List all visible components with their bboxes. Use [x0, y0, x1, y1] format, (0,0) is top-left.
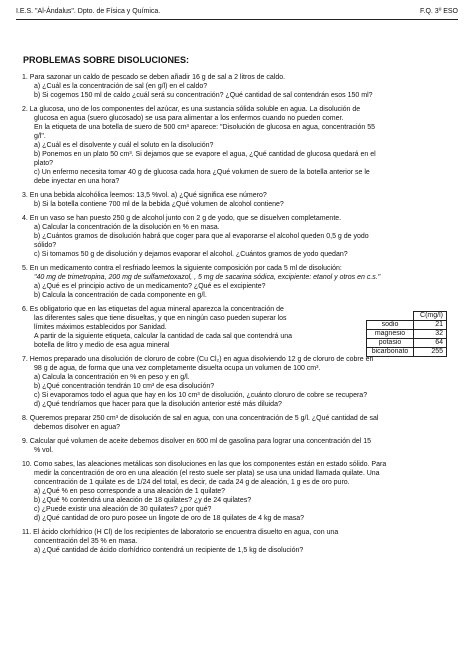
problem-4 — [22, 214, 460, 259]
problem-text — [22, 437, 460, 455]
problem-line: a) ¿Qué cantidad de ácido clorhídrico contendrá un recipiente de 1,5 kg de disolución? — [34, 547, 304, 554]
page-header — [16, 8, 458, 15]
problem-line: g/l". — [34, 133, 46, 140]
salt-value: 32 — [414, 330, 447, 339]
problem-line: c) ¿Puede existir una aleación de 30 quilates? ¿por qué? — [34, 506, 212, 513]
problem-line: plato? — [34, 160, 54, 167]
problem-line: medir la concentración de oro en una aleación (el resto suele ser plata) se usa una unidad llamada quilate. Una — [34, 470, 380, 477]
problem-line: c) Si evaporamos todo el agua que hay en los 10 cm³ de disolución, ¿cuánto cloruro de cobre se recupera? — [34, 392, 368, 399]
problem-line: 4. En un vaso se han puesto 250 g de alcohol junto con 2 g de yodo, que se disuelven completamente. — [22, 215, 342, 222]
problem-text — [22, 214, 460, 259]
problem-line: % vol. — [34, 447, 54, 454]
header-rule — [16, 19, 458, 20]
salt-value: 255 — [414, 348, 447, 357]
header-course: F.Q. 3º ESO — [420, 8, 458, 15]
problem-9 — [22, 437, 460, 455]
problem-line: a) Calcular la concentración de la disolución en % en masa. — [34, 224, 220, 231]
problem-line: b) Ponemos en un plato 50 cm³. Si dejamos que se evapore el agua, ¿Qué cantidad de glucosa quedará en el — [34, 151, 376, 158]
problem-line: En la etiqueta de una botella de suero de 500 cm³ aparece: "Disolución de glucosa en agua, concentración 55 — [34, 124, 376, 131]
problem-line: 2. La glucosa, uno de los componentes del azúcar, es una sustancia sólida soluble en agua. La disolución de — [22, 106, 361, 113]
problem-line: 9. Calcular qué volumen de aceite debemos disolver en 600 ml de gasolina para lograr una concentración del 15 — [22, 438, 372, 445]
problem-text — [22, 305, 344, 350]
problem-5 — [22, 264, 460, 300]
problem-7 — [22, 355, 460, 409]
page-title: PROBLEMAS SOBRE DISOLUCIONES: — [23, 55, 190, 65]
problem-line: d) ¿Qué tendríamos que hacer para que la disolución anterior esté más diluida? — [34, 401, 282, 408]
problem-line: límites máximos establecidos por Sanidad. — [34, 324, 167, 331]
problem-line: 5. En un medicamento contra el resfriado leemos la siguiente composición por cada 5 ml de disolución: — [22, 265, 342, 272]
problem-line: a) ¿Cuál es la concentración de sal (en g/l) en el caldo? — [34, 83, 208, 90]
problem-3 — [22, 191, 460, 209]
header-school: I.E.S. "Al-Ándalus". Dpto. de Física y Química. — [16, 8, 161, 15]
problem-line: 10. Como sabes, las aleaciones metálicas son disoluciones en las que los componentes están en estado sólido. Para — [22, 461, 387, 468]
problem-line: b) ¿Qué % contendrá una aleación de 18 quilates? ¿y de 24 quilates? — [34, 497, 252, 504]
salt-name: sodio — [367, 321, 414, 330]
problem-text — [22, 355, 460, 409]
salt-name: magnesio — [367, 330, 414, 339]
problem-text — [22, 414, 460, 432]
problem-line: 3. En una bebida alcohólica leemos: 13,5 %vol. a) ¿Qué significa ese número? — [22, 192, 267, 199]
problem-line: b) Si cogemos 150 ml de caldo ¿cuál será su concentración? ¿Qué cantidad de sal contendrán esos 150 ml? — [34, 92, 373, 99]
problem-8 — [22, 414, 460, 432]
problem-line: 98 g de agua, de forma que una vez completamente disuelta ocupa un volumen de 100 cm³. — [34, 365, 321, 372]
problem-line: concentración del 35 % en masa. — [34, 538, 138, 545]
problem-line: c) Si tomamos 50 g de disolución y dejamos evaporar el alcohol. ¿Cuántos gramos de yodo quedan? — [34, 251, 348, 258]
table-row — [367, 321, 447, 330]
problem-line: debe inyectar en una hora? — [34, 178, 120, 185]
problem-line: 1. Para sazonar un caldo de pescado se deben añadir 16 g de sal a 2 litros de caldo. — [22, 74, 286, 81]
table-corner — [367, 312, 414, 321]
problem-line: A partir de la siguiente etiqueta, calcular la cantidad de cada sal que contendrá una — [34, 333, 293, 340]
problem-line: debemos disolver en agua? — [34, 424, 121, 431]
salt-name: bicarbonato — [367, 348, 414, 357]
problem-line: 6. Es obligatorio que en las etiquetas del agua mineral aparezca la concentración de — [22, 306, 284, 313]
problem-line: glucosa en agua (suero glucosado) se usa para alimentar a los enfermos cuando no pueden comer. — [34, 115, 344, 122]
problem-line: a) ¿Qué % en peso corresponde a una aleación de 1 quilate? — [34, 488, 226, 495]
problem-list — [22, 73, 460, 560]
salt-value: 64 — [414, 339, 447, 348]
problem-11 — [22, 528, 460, 555]
problem-line: c) Un enfermo necesita tomar 40 g de glucosa cada hora ¿Qué volumen de suero de la botella anterior se le — [34, 169, 370, 176]
problem-line: 11. El ácido clorhídrico (H Cl) de los recipientes de laboratorio se encuentra disuelto en agua, con una — [22, 529, 339, 536]
problem-line: las diferentes sales que tiene disueltas, y que en ningún caso pueden superar los — [34, 315, 287, 322]
table-row — [367, 348, 447, 357]
problem-line: "40 mg de trimetropina, 200 mg de sulfametoxazol, , 5 mg de sacarina sódica, excipiente: etanol y otros en c.s." — [34, 274, 381, 281]
table-header-concentration: C(mg/l) — [414, 312, 447, 321]
problem-line: 8. Queremos preparar 250 cm³ de disolución de sal en agua, con una concentración de 5 g/l. ¿Qué cantidad de sal — [22, 415, 379, 422]
problem-line: d) ¿Qué cantidad de oro puro posee un lingote de oro de 18 quilates de 4 kg de masa? — [34, 515, 305, 522]
problem-line: concentración de 1 quilate es de 1/24 del total, es decir, de cada 24 g de aleación, 1 g es de oro puro. — [34, 479, 350, 486]
problem-2 — [22, 105, 460, 186]
problem-text — [22, 73, 460, 100]
problem-line: a) ¿Qué es el principio activo de un medicamento? ¿Qué es el excipiente? — [34, 283, 266, 290]
problem-1 — [22, 73, 460, 100]
problem-text — [22, 528, 460, 555]
problem-line: b) ¿Qué concentración tendrán 10 cm³ de esa disolución? — [34, 383, 215, 390]
problem-line: a) ¿Cuál es el disolvente y cuál el soluto en la disolución? — [34, 142, 214, 149]
table-row — [367, 330, 447, 339]
problem-text — [22, 105, 460, 186]
mineral-water-table — [366, 311, 447, 357]
salt-name: potasio — [367, 339, 414, 348]
salt-value: 21 — [414, 321, 447, 330]
problem-line: 7. Hemos preparado una disolución de cloruro de cobre (Cu Cl₂) en agua disolviendo 12 g de cloruro de cobre en — [22, 356, 374, 363]
problem-text — [22, 264, 460, 300]
problem-line: sólido? — [34, 242, 57, 249]
problem-10 — [22, 460, 460, 523]
problem-line: a) Calcula la concentración en % en peso y en g/l. — [34, 374, 190, 381]
table-row — [367, 339, 447, 348]
problem-line: botella de litro y medio de esa agua mineral — [34, 342, 170, 349]
problem-text — [22, 191, 460, 209]
problem-text — [22, 460, 460, 523]
problem-6 — [22, 305, 460, 355]
problem-line: b) ¿Cuántos gramos de disolución habrá que coger para que al evaporarse el alcohol queden 0,5 g de yodo — [34, 233, 369, 240]
problem-line: b) Si la botella contiene 700 ml de la bebida ¿Qué volumen de alcohol contiene? — [34, 201, 284, 208]
problem-line: b) Calcula la concentración de cada componente en g/l. — [34, 292, 207, 299]
